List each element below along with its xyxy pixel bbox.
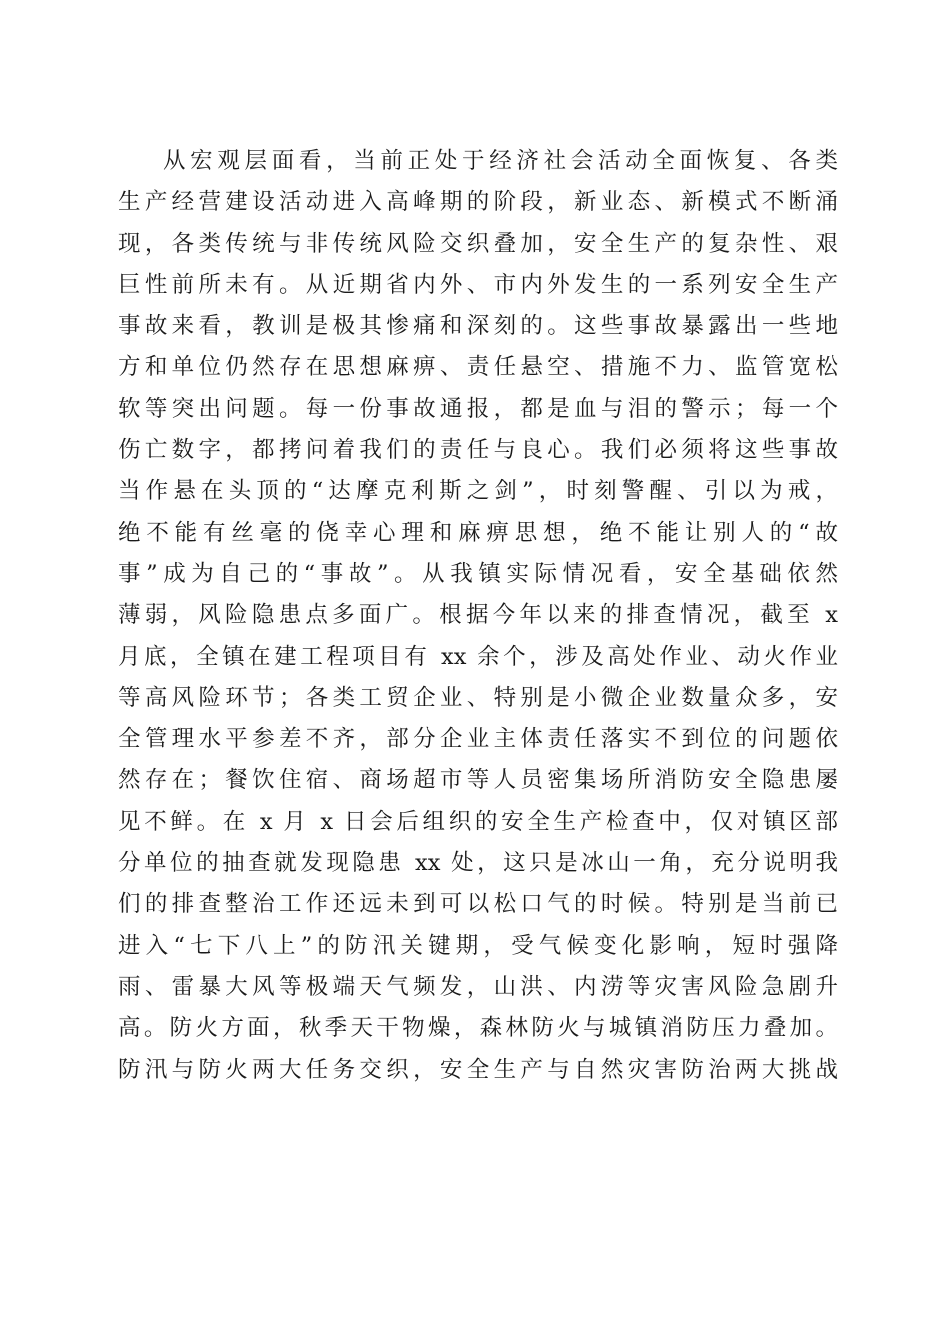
paragraph-line: 事”成为自己的“事故”。从我镇实际情况看，安全基础依然 <box>118 560 838 587</box>
paragraph-line: 事故来看，教训是极其惨痛和深刻的。这些事故暴露出一些地 <box>118 313 838 340</box>
paragraph-line: 防汛与防火两大任务交织，安全生产与自然灾害防治两大挑战 <box>118 1056 838 1083</box>
paragraph-line: 方和单位仍然存在思想麻痹、责任悬空、措施不力、监管宽松 <box>118 354 838 381</box>
paragraph-line: 伤亡数字，都拷问着我们的责任与良心。我们必须将这些事故 <box>118 437 838 464</box>
paragraph-line: 等高风险环节；各类工贸企业、特别是小微企业数量众多，安 <box>118 684 838 711</box>
paragraph-line: 薄弱，风险隐患点多面广。根据今年以来的排查情况，截至 x <box>118 602 838 629</box>
paragraph-line: 高。防火方面，秋季天干物燥，森林防火与城镇消防压力叠加。 <box>118 1015 838 1042</box>
paragraph-line: 进入“七下八上”的防汛关键期，受气候变化影响，短时强降 <box>118 932 838 959</box>
paragraph-line: 现，各类传统与非传统风险交织叠加，安全生产的复杂性、艰 <box>118 230 838 257</box>
paragraph-line: 巨性前所未有。从近期省内外、市内外发生的一系列安全生产 <box>118 271 838 298</box>
paragraph-line: 月底，全镇在建工程项目有 xx 余个，涉及高处作业、动火作业 <box>118 643 838 670</box>
paragraph-line: 从宏观层面看，当前正处于经济社会活动全面恢复、各类 <box>163 148 838 174</box>
paragraph-line: 绝不能有丝毫的侥幸心理和麻痹思想，绝不能让别人的“故 <box>118 519 838 546</box>
paragraph-line: 见不鲜。在 x 月 x 日会后组织的安全生产检查中，仅对镇区部 <box>118 808 838 835</box>
paragraph-line: 分单位的抽查就发现隐患 xx 处，这只是冰山一角，充分说明我 <box>118 850 838 877</box>
paragraph-line: 们的排查整治工作还远未到可以松口气的时候。特别是当前已 <box>118 891 838 918</box>
paragraph-line: 生产经营建设活动进入高峰期的阶段，新业态、新模式不断涌 <box>118 189 838 216</box>
body-paragraph <box>118 141 838 1091</box>
paragraph-line: 软等突出问题。每一份事故通报，都是血与泪的警示；每一个 <box>118 395 838 422</box>
paragraph-line: 然存在；餐饮住宿、商场超市等人员密集场所消防安全隐患屡 <box>118 767 838 794</box>
paragraph-line: 全管理水平参差不齐，部分企业主体责任落实不到位的问题依 <box>118 726 838 753</box>
paragraph-line: 当作悬在头顶的“达摩克利斯之剑”，时刻警醒、引以为戒， <box>118 478 838 505</box>
paragraph-line: 雨、雷暴大风等极端天气频发，山洪、内涝等灾害风险急剧升 <box>118 973 838 1000</box>
